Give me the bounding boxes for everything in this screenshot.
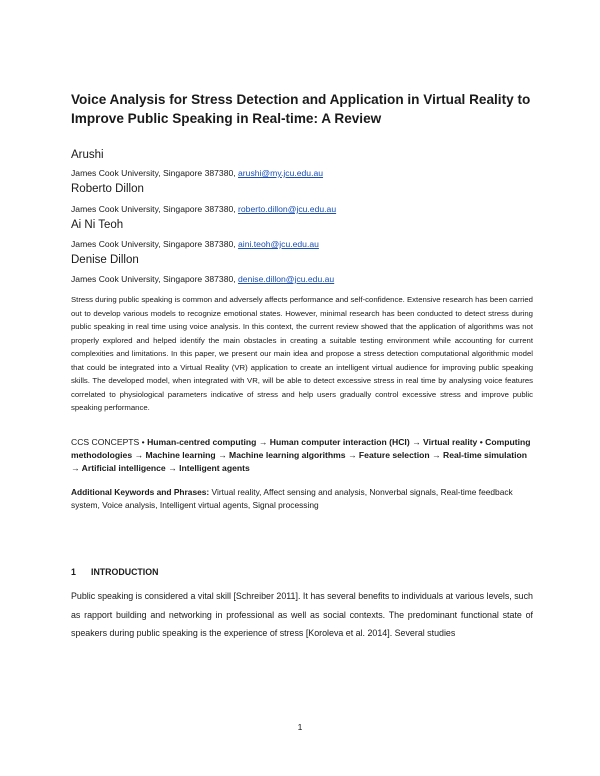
affiliation-text: James Cook University, Singapore 387380,: [71, 168, 239, 178]
section-heading: [71, 567, 158, 577]
author-email-link[interactable]: denise.dillon@jcu.edu.au: [238, 274, 335, 284]
affiliation-text: James Cook University, Singapore 387380,: [71, 239, 239, 249]
author-email-link[interactable]: arushi@my.jcu.edu.au: [238, 168, 324, 178]
page-number: 1: [297, 722, 303, 732]
abstract: Stress during public speaking is common and adversely affects performance and self-confidence. Extensive research has been carried out to develop various models to recognize emotional states. However, minimal research has been conducted to detect stress during public speaking in real time using voice analysis. In this context, the current review showed that the application of algorithms was not properly explored and helped identify the main obstacles in creating a suitable testing environment while accounting for current complexities and limitations. In this paper, we present our main idea and propose a stress detection computational algorithmic model that could be integrated into a Virtual Reality (VR) application to create an intelligent virtual audience for improving public speaking skills. The developed model, when integrated with VR, will be able to detect excessive stress in real time by analysing voice features correlated to physiological parameters indicative of stress and help users gradually control excessive stress and improve public speaking performance.: [71, 295, 533, 412]
author-email-link[interactable]: aini.teoh@jcu.edu.au: [238, 239, 319, 249]
ccs-label: CCS CONCEPTS •: [71, 437, 148, 447]
ccs-concepts: [71, 436, 533, 475]
intro-paragraph: Public speaking is considered a vital skill [Schreiber 2011]. It has several benefits to individuals at various levels, such as rapport building and networking in professional as well as social contexts. The predominant functional state of speakers during public speaking is the experience of stress [Koroleva et al. 2014]. Several studies: [71, 591, 533, 638]
author-name: Arushi: [71, 149, 104, 161]
section-number: 1: [71, 567, 76, 577]
author-affiliation: [71, 203, 336, 215]
ccs-concepts-list: Human-centred computing → Human computer interaction (HCI) → Virtual reality • Computing methodologies → Machine learning → Machine learning algorithms → Feature selection → Real-time simulation → Artificial intelligence → Intelligent agents: [71, 437, 531, 473]
author-name: Denise Dillon: [71, 254, 139, 266]
keywords: [71, 486, 533, 512]
affiliation-text: James Cook University, Singapore 387380,: [71, 204, 239, 214]
author-affiliation: [71, 238, 319, 250]
author-affiliation: [71, 167, 323, 179]
author-email-link[interactable]: roberto.dillon@jcu.edu.au: [238, 204, 337, 214]
affiliation-text: James Cook University, Singapore 387380,: [71, 274, 239, 284]
author-name: Ai Ni Teoh: [71, 219, 124, 231]
keywords-label: Additional Keywords and Phrases:: [71, 487, 210, 497]
author-name: Roberto Dillon: [71, 183, 144, 195]
paper-title: Voice Analysis for Stress Detection and Application in Virtual Reality to Improve Public Speaking in Real-time: A Review: [71, 92, 531, 126]
keywords-list: Virtual reality, Affect sensing and analysis, Nonverbal signals, Real-time feedback system, Voice analysis, Intelligent virtual agents, Signal processing: [71, 487, 513, 510]
author-affiliation: [71, 273, 334, 285]
section-title: INTRODUCTION: [91, 567, 159, 577]
